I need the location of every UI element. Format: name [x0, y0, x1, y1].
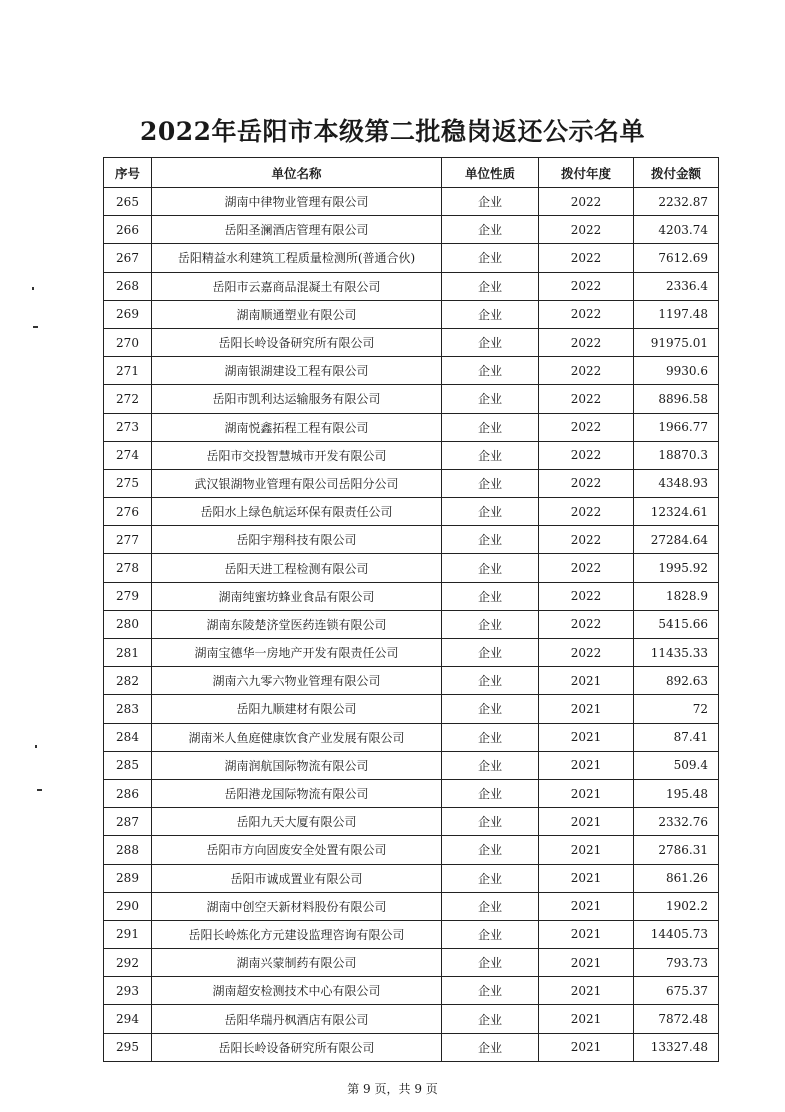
scan-mark — [37, 789, 42, 791]
cell-payment-amount: 793.73 — [634, 949, 719, 977]
table-row — [104, 836, 719, 864]
cell-payment-year: 2022 — [539, 554, 634, 582]
cell-payment-year: 2022 — [539, 469, 634, 497]
cell-payment-amount: 675.37 — [634, 977, 719, 1005]
cell-unit-name: 湖南兴蒙制药有限公司 — [152, 949, 442, 977]
list-table — [103, 157, 719, 1062]
cell-index: 268 — [104, 272, 152, 300]
cell-payment-year: 2022 — [539, 441, 634, 469]
cell-unit-name: 湖南宝德华一房地产开发有限责任公司 — [152, 639, 442, 667]
table-row — [104, 667, 719, 695]
cell-index: 293 — [104, 977, 152, 1005]
table-row — [104, 441, 719, 469]
table-row — [104, 554, 719, 582]
table-row — [104, 244, 719, 272]
table-row — [104, 300, 719, 328]
cell-payment-year: 2021 — [539, 723, 634, 751]
cell-unit-type: 企业 — [442, 723, 539, 751]
cell-unit-type: 企业 — [442, 808, 539, 836]
cell-index: 275 — [104, 469, 152, 497]
cell-unit-name: 岳阳长岭设备研究所有限公司 — [152, 328, 442, 356]
table-row — [104, 695, 719, 723]
cell-unit-type: 企业 — [442, 244, 539, 272]
cell-payment-amount: 13327.48 — [634, 1033, 719, 1061]
cell-index: 289 — [104, 864, 152, 892]
table-row — [104, 949, 719, 977]
cell-unit-type: 企业 — [442, 779, 539, 807]
cell-unit-type: 企业 — [442, 498, 539, 526]
table-row — [104, 582, 719, 610]
cell-payment-year: 2022 — [539, 216, 634, 244]
cell-payment-amount: 87.41 — [634, 723, 719, 751]
table-row — [104, 188, 719, 216]
table-row — [104, 385, 719, 413]
table-row — [104, 751, 719, 779]
cell-index: 284 — [104, 723, 152, 751]
cell-unit-type: 企业 — [442, 977, 539, 1005]
cell-payment-year: 2021 — [539, 695, 634, 723]
cell-index: 283 — [104, 695, 152, 723]
page-footer: 第 9 页，共 9 页 — [347, 1082, 438, 1096]
cell-unit-name: 岳阳市方向固废安全处置有限公司 — [152, 836, 442, 864]
cell-payment-amount: 2232.87 — [634, 188, 719, 216]
cell-payment-amount: 91975.01 — [634, 328, 719, 356]
cell-unit-type: 企业 — [442, 639, 539, 667]
scan-mark — [32, 287, 34, 290]
cell-unit-name: 湖南纯蜜坊蜂业食品有限公司 — [152, 582, 442, 610]
table-row — [104, 216, 719, 244]
cell-unit-type: 企业 — [442, 751, 539, 779]
cell-index: 290 — [104, 892, 152, 920]
table-row — [104, 920, 719, 948]
cell-unit-type: 企业 — [442, 1033, 539, 1061]
cell-unit-type: 企业 — [442, 385, 539, 413]
table-row — [104, 526, 719, 554]
cell-payment-year: 2022 — [539, 328, 634, 356]
cell-index: 282 — [104, 667, 152, 695]
cell-payment-year: 2021 — [539, 1005, 634, 1033]
cell-index: 292 — [104, 949, 152, 977]
table-row — [104, 328, 719, 356]
cell-payment-year: 2022 — [539, 498, 634, 526]
cell-unit-name: 岳阳天进工程检测有限公司 — [152, 554, 442, 582]
cell-index: 295 — [104, 1033, 152, 1061]
cell-index: 278 — [104, 554, 152, 582]
cell-payment-amount: 1966.77 — [634, 413, 719, 441]
cell-unit-type: 企业 — [442, 441, 539, 469]
cell-index: 267 — [104, 244, 152, 272]
cell-index: 291 — [104, 920, 152, 948]
cell-unit-name: 武汉银湖物业管理有限公司岳阳分公司 — [152, 469, 442, 497]
cell-unit-type: 企业 — [442, 667, 539, 695]
cell-payment-amount: 2336.4 — [634, 272, 719, 300]
cell-payment-amount: 27284.64 — [634, 526, 719, 554]
cell-payment-year: 2022 — [539, 385, 634, 413]
cell-unit-type: 企业 — [442, 610, 539, 638]
cell-payment-amount: 1902.2 — [634, 892, 719, 920]
cell-payment-year: 2021 — [539, 779, 634, 807]
header-unit-type: 单位性质 — [442, 158, 539, 188]
cell-payment-amount: 4203.74 — [634, 216, 719, 244]
table-row — [104, 272, 719, 300]
cell-unit-type: 企业 — [442, 949, 539, 977]
table-row — [104, 639, 719, 667]
cell-unit-type: 企业 — [442, 582, 539, 610]
cell-unit-name: 湖南六九零六物业管理有限公司 — [152, 667, 442, 695]
cell-payment-amount: 12324.61 — [634, 498, 719, 526]
cell-unit-name: 湖南东陵楚济堂医药连锁有限公司 — [152, 610, 442, 638]
table-row — [104, 469, 719, 497]
cell-unit-name: 岳阳港龙国际物流有限公司 — [152, 779, 442, 807]
cell-index: 265 — [104, 188, 152, 216]
cell-unit-type: 企业 — [442, 892, 539, 920]
scan-mark — [35, 745, 37, 748]
cell-index: 280 — [104, 610, 152, 638]
table-header-row — [104, 158, 719, 188]
cell-payment-year: 2021 — [539, 1033, 634, 1061]
cell-unit-name: 湖南中律物业管理有限公司 — [152, 188, 442, 216]
cell-payment-year: 2021 — [539, 920, 634, 948]
cell-unit-name: 岳阳圣澜酒店管理有限公司 — [152, 216, 442, 244]
cell-index: 270 — [104, 328, 152, 356]
cell-unit-type: 企业 — [442, 836, 539, 864]
cell-payment-amount: 195.48 — [634, 779, 719, 807]
cell-index: 281 — [104, 639, 152, 667]
cell-index: 269 — [104, 300, 152, 328]
table-row — [104, 1005, 719, 1033]
cell-unit-name: 岳阳市凯利达运输服务有限公司 — [152, 385, 442, 413]
cell-payment-year: 2022 — [539, 272, 634, 300]
cell-payment-amount: 2786.31 — [634, 836, 719, 864]
cell-payment-year: 2022 — [539, 526, 634, 554]
cell-index: 279 — [104, 582, 152, 610]
cell-unit-name: 岳阳华瑞丹枫酒店有限公司 — [152, 1005, 442, 1033]
cell-unit-name: 湖南顺通塑业有限公司 — [152, 300, 442, 328]
cell-payment-year: 2021 — [539, 836, 634, 864]
cell-unit-type: 企业 — [442, 469, 539, 497]
table-row — [104, 892, 719, 920]
cell-unit-name: 岳阳九天大厦有限公司 — [152, 808, 442, 836]
cell-unit-name: 岳阳精益水利建筑工程质量检测所(普通合伙) — [152, 244, 442, 272]
cell-payment-year: 2021 — [539, 751, 634, 779]
cell-payment-amount: 8896.58 — [634, 385, 719, 413]
cell-index: 272 — [104, 385, 152, 413]
cell-payment-amount: 72 — [634, 695, 719, 723]
cell-index: 273 — [104, 413, 152, 441]
cell-payment-year: 2022 — [539, 188, 634, 216]
cell-unit-type: 企业 — [442, 554, 539, 582]
cell-payment-amount: 892.63 — [634, 667, 719, 695]
page-title: 2022年岳阳市本级第二批稳岗返还公示名单 — [139, 117, 646, 146]
cell-unit-type: 企业 — [442, 920, 539, 948]
cell-unit-type: 企业 — [442, 1005, 539, 1033]
cell-payment-amount: 5415.66 — [634, 610, 719, 638]
cell-payment-amount: 7612.69 — [634, 244, 719, 272]
table-row — [104, 413, 719, 441]
cell-payment-amount: 2332.76 — [634, 808, 719, 836]
cell-payment-year: 2022 — [539, 639, 634, 667]
header-payment-amount: 拨付金额 — [634, 158, 719, 188]
table-row — [104, 779, 719, 807]
cell-unit-type: 企业 — [442, 188, 539, 216]
cell-payment-year: 2021 — [539, 949, 634, 977]
table-row — [104, 498, 719, 526]
cell-payment-year: 2021 — [539, 808, 634, 836]
cell-unit-type: 企业 — [442, 695, 539, 723]
table-row — [104, 1033, 719, 1061]
cell-unit-name: 岳阳市云嘉商品混凝土有限公司 — [152, 272, 442, 300]
table-row — [104, 808, 719, 836]
table-row — [104, 723, 719, 751]
cell-unit-name: 岳阳九顺建材有限公司 — [152, 695, 442, 723]
cell-index: 294 — [104, 1005, 152, 1033]
cell-index: 287 — [104, 808, 152, 836]
cell-payment-amount: 9930.6 — [634, 357, 719, 385]
table-row — [104, 610, 719, 638]
cell-payment-year: 2022 — [539, 357, 634, 385]
cell-unit-name: 湖南润航国际物流有限公司 — [152, 751, 442, 779]
cell-payment-amount: 1828.9 — [634, 582, 719, 610]
cell-unit-name: 湖南银湖建设工程有限公司 — [152, 357, 442, 385]
cell-unit-name: 湖南超安检测技术中心有限公司 — [152, 977, 442, 1005]
cell-unit-name: 岳阳长岭设备研究所有限公司 — [152, 1033, 442, 1061]
cell-payment-year: 2022 — [539, 610, 634, 638]
cell-unit-name: 岳阳长岭炼化方元建设监理咨询有限公司 — [152, 920, 442, 948]
cell-payment-amount: 14405.73 — [634, 920, 719, 948]
cell-index: 266 — [104, 216, 152, 244]
cell-unit-type: 企业 — [442, 300, 539, 328]
cell-payment-amount: 509.4 — [634, 751, 719, 779]
cell-unit-type: 企业 — [442, 526, 539, 554]
cell-payment-year: 2022 — [539, 582, 634, 610]
cell-payment-amount: 861.26 — [634, 864, 719, 892]
cell-unit-type: 企业 — [442, 357, 539, 385]
cell-payment-year: 2021 — [539, 977, 634, 1005]
cell-index: 276 — [104, 498, 152, 526]
table-row — [104, 357, 719, 385]
cell-index: 288 — [104, 836, 152, 864]
cell-unit-name: 岳阳宇翔科技有限公司 — [152, 526, 442, 554]
cell-payment-year: 2021 — [539, 864, 634, 892]
cell-unit-name: 岳阳市交投智慧城市开发有限公司 — [152, 441, 442, 469]
header-index: 序号 — [104, 158, 152, 188]
cell-unit-name: 岳阳水上绿色航运环保有限责任公司 — [152, 498, 442, 526]
cell-unit-type: 企业 — [442, 272, 539, 300]
header-payment-year: 拨付年度 — [539, 158, 634, 188]
cell-unit-name: 湖南悦鑫拓程工程有限公司 — [152, 413, 442, 441]
table-row — [104, 864, 719, 892]
cell-index: 277 — [104, 526, 152, 554]
cell-unit-name: 湖南米人鱼庭健康饮食产业发展有限公司 — [152, 723, 442, 751]
cell-payment-year: 2021 — [539, 667, 634, 695]
cell-unit-name: 岳阳市诚成置业有限公司 — [152, 864, 442, 892]
table-row — [104, 977, 719, 1005]
cell-payment-amount: 4348.93 — [634, 469, 719, 497]
cell-payment-year: 2022 — [539, 413, 634, 441]
cell-payment-year: 2022 — [539, 244, 634, 272]
cell-payment-amount: 18870.3 — [634, 441, 719, 469]
cell-unit-type: 企业 — [442, 216, 539, 244]
header-unit-name: 单位名称 — [152, 158, 442, 188]
cell-payment-year: 2021 — [539, 892, 634, 920]
cell-payment-year: 2022 — [539, 300, 634, 328]
cell-payment-amount: 1995.92 — [634, 554, 719, 582]
cell-unit-type: 企业 — [442, 328, 539, 356]
cell-index: 274 — [104, 441, 152, 469]
cell-index: 285 — [104, 751, 152, 779]
scan-mark — [33, 326, 38, 328]
cell-payment-amount: 1197.48 — [634, 300, 719, 328]
cell-unit-type: 企业 — [442, 864, 539, 892]
cell-unit-name: 湖南中创空天新材料股份有限公司 — [152, 892, 442, 920]
cell-payment-amount: 7872.48 — [634, 1005, 719, 1033]
cell-unit-type: 企业 — [442, 413, 539, 441]
cell-index: 271 — [104, 357, 152, 385]
cell-payment-amount: 11435.33 — [634, 639, 719, 667]
cell-index: 286 — [104, 779, 152, 807]
